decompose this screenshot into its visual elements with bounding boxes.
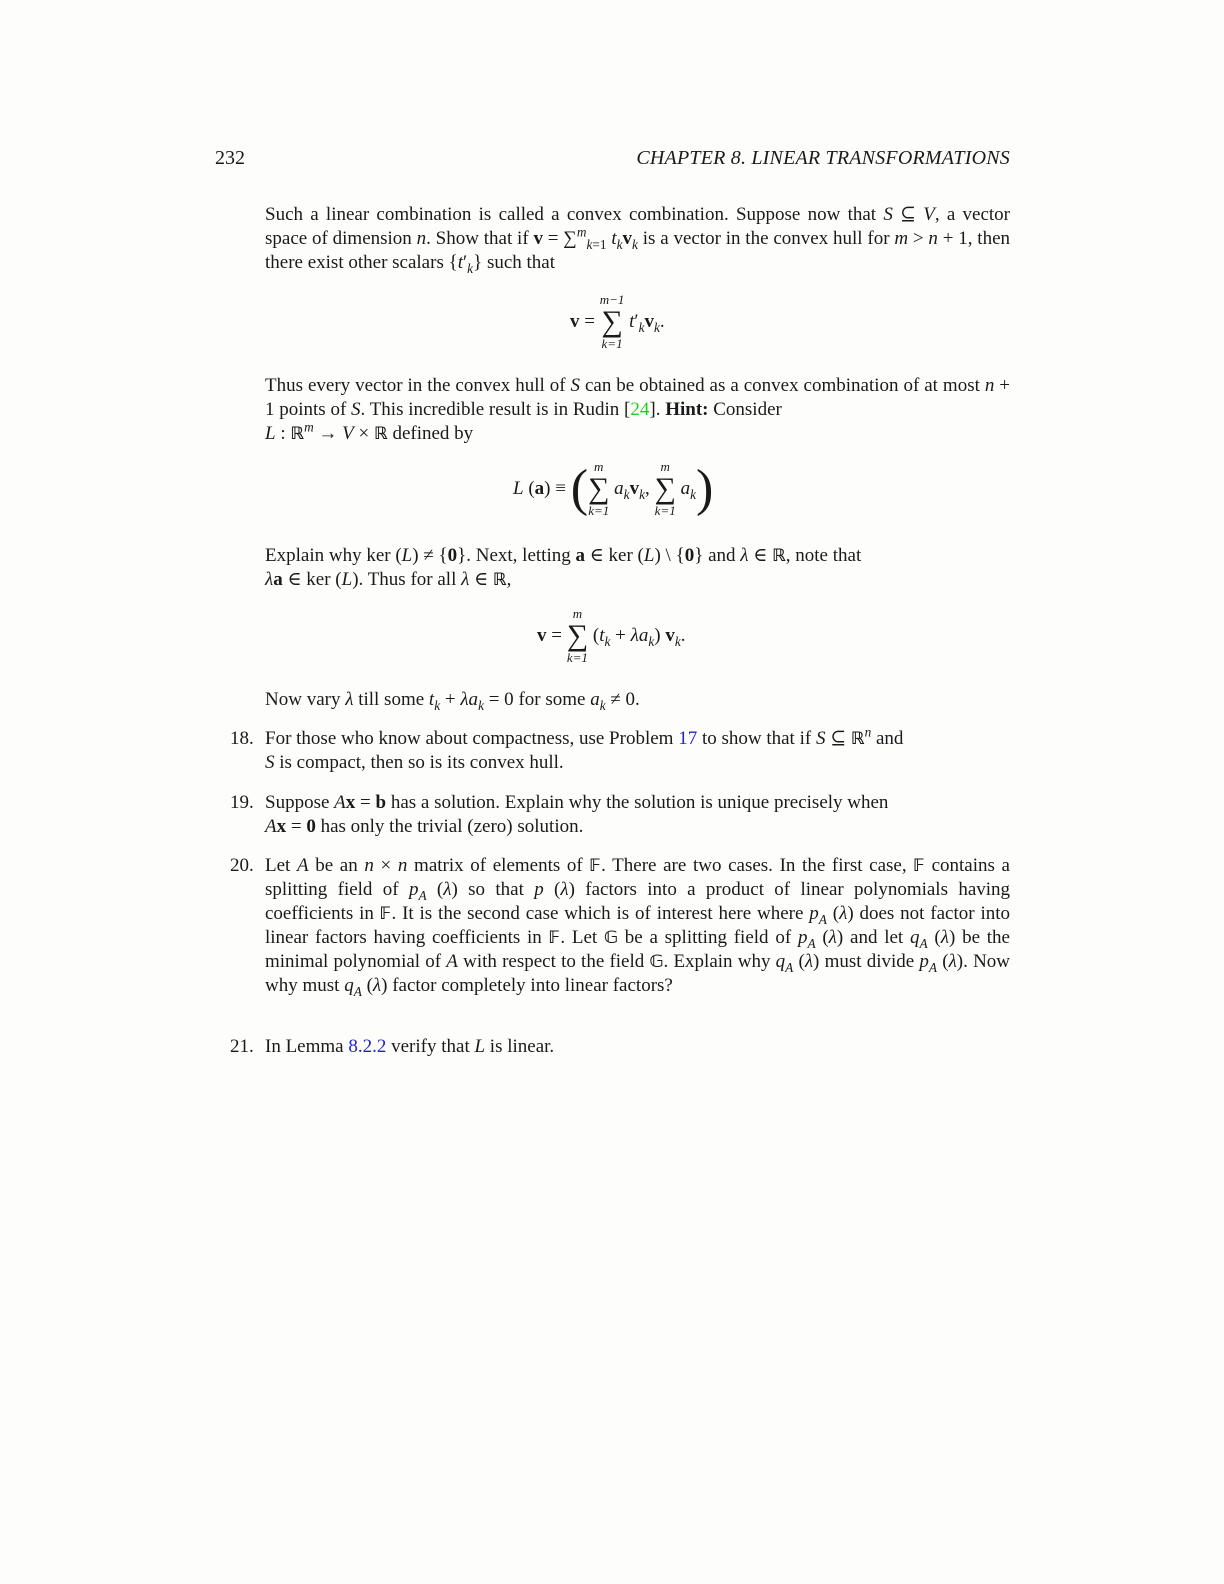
text: For those who know about compactness, use Problem xyxy=(265,728,679,749)
text: . xyxy=(655,399,666,420)
text: is linear. xyxy=(485,1036,555,1057)
running-head: CHAPTER 8. LINEAR TRANSFORMATIONS xyxy=(636,147,1010,169)
paragraph-rudin-hint: Thus every vector in the convex hull of S can be obtained as a convex combination of at most n + 1 points of S. This incredible result is in Rudin [24]. Hint: Consider L : ℝ$^m$ → V × ℝ defined by xyxy=(265,375,1010,444)
text: , then there exist other scalars xyxy=(265,228,1011,273)
text: . Show that if xyxy=(426,228,534,249)
problem-19: 19. Suppose Ax = b has a solution. Explain why the solution is unique precisely when Ax = 0 has only the trivial (zero) solution. xyxy=(230,792,889,837)
text: Explain why xyxy=(265,545,367,566)
hint-label: Hint: xyxy=(665,399,709,420)
problem-number: 18. xyxy=(230,728,254,749)
problem-20 xyxy=(230,854,1010,998)
text: is a vector in the convex xyxy=(637,228,829,249)
problem-17-link[interactable]: 17 xyxy=(678,728,698,749)
text: such that xyxy=(482,252,556,273)
text: hull for xyxy=(833,228,895,249)
text: . Thus for all xyxy=(358,569,462,590)
lemma-8-2-2-link[interactable]: 8.2.2 xyxy=(348,1036,387,1057)
text: verify that xyxy=(386,1036,475,1057)
problem-number: 20. xyxy=(230,855,254,876)
problem-18: 18. For those who know about compactness, use Problem 17 to show that if S ⊆ ℝ$^n$ and S is compact, then so is its convex hull. xyxy=(230,724,904,773)
text: and xyxy=(871,728,904,749)
text: has a solution. Explain why the solution is unique precisely when xyxy=(386,792,889,813)
page-number: 232 xyxy=(215,147,245,169)
text: and xyxy=(703,545,741,566)
paragraph-convex-combination: Such a linear combination is called a convex combination. Suppose now that S ⊆ V, a vector space of dimension n. Show that if v = ∑$^m_{k=1}$ $t_kv_k$ is a vector in the convex hull for m > n + 1, then there exist other scalars $\{t'_k\}$ such that xyxy=(265,204,1011,276)
text: Such a linear combination is called a convex combination. Suppose now that xyxy=(265,204,884,225)
text: can be obtained as a convex combination xyxy=(580,375,899,396)
citation-link-24[interactable]: 24 xyxy=(630,399,650,420)
text: points of xyxy=(274,399,352,420)
text: Now vary xyxy=(265,689,346,710)
text: is compact, then so is its convex hull. xyxy=(274,752,564,773)
problem-20-text: Let A be an n × n matrix of elements of 𝔽. There are two cases. In the first case, 𝔽 contains a splitting field of $p_A$ (λ) so that p (λ) factors into a product of linear polynomials having coefficients in 𝔽. It is the second case which is of interest here where $p_A$ (λ) does not factor into linear factors having coefficients in 𝔽. Let 𝔾 be a splitting field of $p_A$ (λ) and let $q_A$ (λ) be the minimal polynomial of A with respect to the field 𝔾. Explain why $q_A$ (λ) must divide $p_A$ (λ). Now why must $q_A$ (λ) factor completely into linear factors? xyxy=(265,855,1011,999)
text: , note that xyxy=(785,545,862,566)
problem-number: 21. xyxy=(230,1036,254,1057)
text: In Lemma xyxy=(265,1036,349,1057)
text: to show that if xyxy=(697,728,816,749)
text: . Next, letting xyxy=(466,545,576,566)
text: till some xyxy=(353,689,429,710)
page-header xyxy=(215,147,1010,173)
paragraph-kernel: Explain why ker (L) ≠ {0}. Next, letting a ∈ ker (L) \ {0} and λ ∈ ℝ, note that λa ∈ ker (L). Thus for all λ ∈ ℝ, xyxy=(265,545,862,590)
equation-L-definition: L (a) ≡ ( m ∑ k=1 $a_kv_k$, m ∑ k=1 $a_k$) xyxy=(513,459,714,518)
text: has only the trivial (zero) solution. xyxy=(315,816,584,837)
problem-21: 21. In Lemma 8.2.2 verify that L is linear. xyxy=(230,1036,555,1057)
equation-v-sum-m-minus-1: v = m−1 ∑ k=1 $t'_kv_k$. xyxy=(570,292,665,351)
paragraph-vary-lambda: Now vary λ till some $t_k + \lambda a_k = 0$ for some $a_k \ne 0$. xyxy=(265,689,640,713)
text: . This incredible result is in Rudin xyxy=(360,399,625,420)
text: Thus every vector in the convex hull of xyxy=(265,375,571,396)
text: Consider xyxy=(708,399,782,420)
text: defined by xyxy=(387,423,474,444)
text: of at most xyxy=(903,375,985,396)
problem-number: 19. xyxy=(230,792,254,813)
text: for some xyxy=(513,689,591,710)
text: a vector space of dimension xyxy=(265,204,1010,249)
text: Suppose xyxy=(265,792,335,813)
equation-v-sum-lambda: v = m ∑ k=1 $(t_k + \lambda a_k)$ $v_k$. xyxy=(537,606,686,665)
